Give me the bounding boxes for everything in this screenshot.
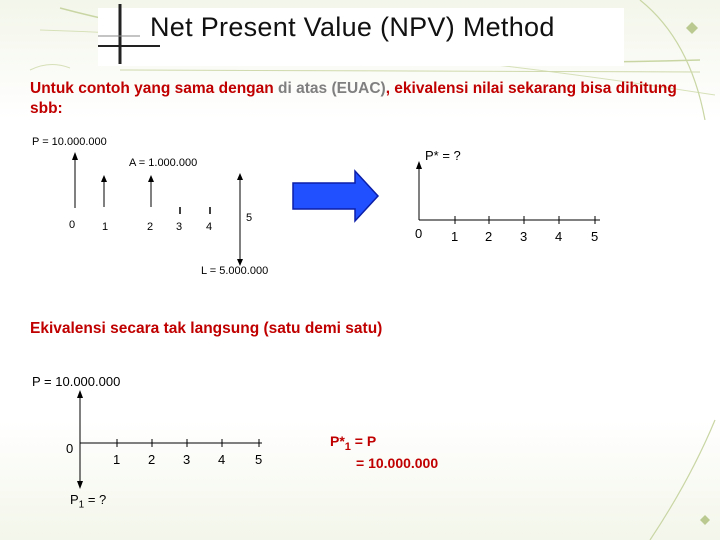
intro-part-2: di atas (EUAC) [278,80,386,97]
equivalent-period-5: 5 [591,229,599,244]
section-heading: Ekivalensi secara tak langsung (satu demi satu) [30,320,383,337]
original-a-label: A = 1.000.000 [129,157,198,169]
original-l-label: L = 5.000.000 [201,265,269,277]
step1-p1-label: $P_1$ = ? [70,492,107,511]
original-period-5: 5 [246,212,253,224]
equivalent-period-3: 3 [520,229,528,244]
equivalent-period-4: 4 [555,229,563,244]
step1-period-4: 4 [218,452,226,467]
step1-p-label: P = 10.000.000 [32,374,121,389]
step1-period-3: 3 [183,452,191,467]
intro-part-1: Untuk contoh yang sama dengan [30,80,279,97]
step1-period-1: 1 [113,452,121,467]
equation-line-1: $P*_1 = P$ [330,433,377,453]
original-period-2: 2 [147,221,154,233]
original-period-0: 0 [69,219,76,231]
original-period-1: 1 [102,221,109,233]
step1-period-2: 2 [148,452,156,467]
equivalent-period-2: 2 [485,229,493,244]
intro-part-3: , ekivalensi nilai sekarang bisa dihitung sbb: [30,80,677,117]
original-period-4: 4 [206,221,213,233]
equation-line-2: = 10.000.000 [356,455,439,471]
equivalent-period-1: 1 [451,229,459,244]
original-p-label: P = 10.000.000 [32,136,107,148]
step1-period-5: 5 [255,452,263,467]
page-title: Net Present Value (NPV) Method [150,12,555,42]
step1-period-0: 0 [66,441,74,456]
equivalent-period-0: 0 [415,226,423,241]
equivalent-p-label: P* = ? [425,148,461,163]
original-period-3: 3 [176,221,183,233]
